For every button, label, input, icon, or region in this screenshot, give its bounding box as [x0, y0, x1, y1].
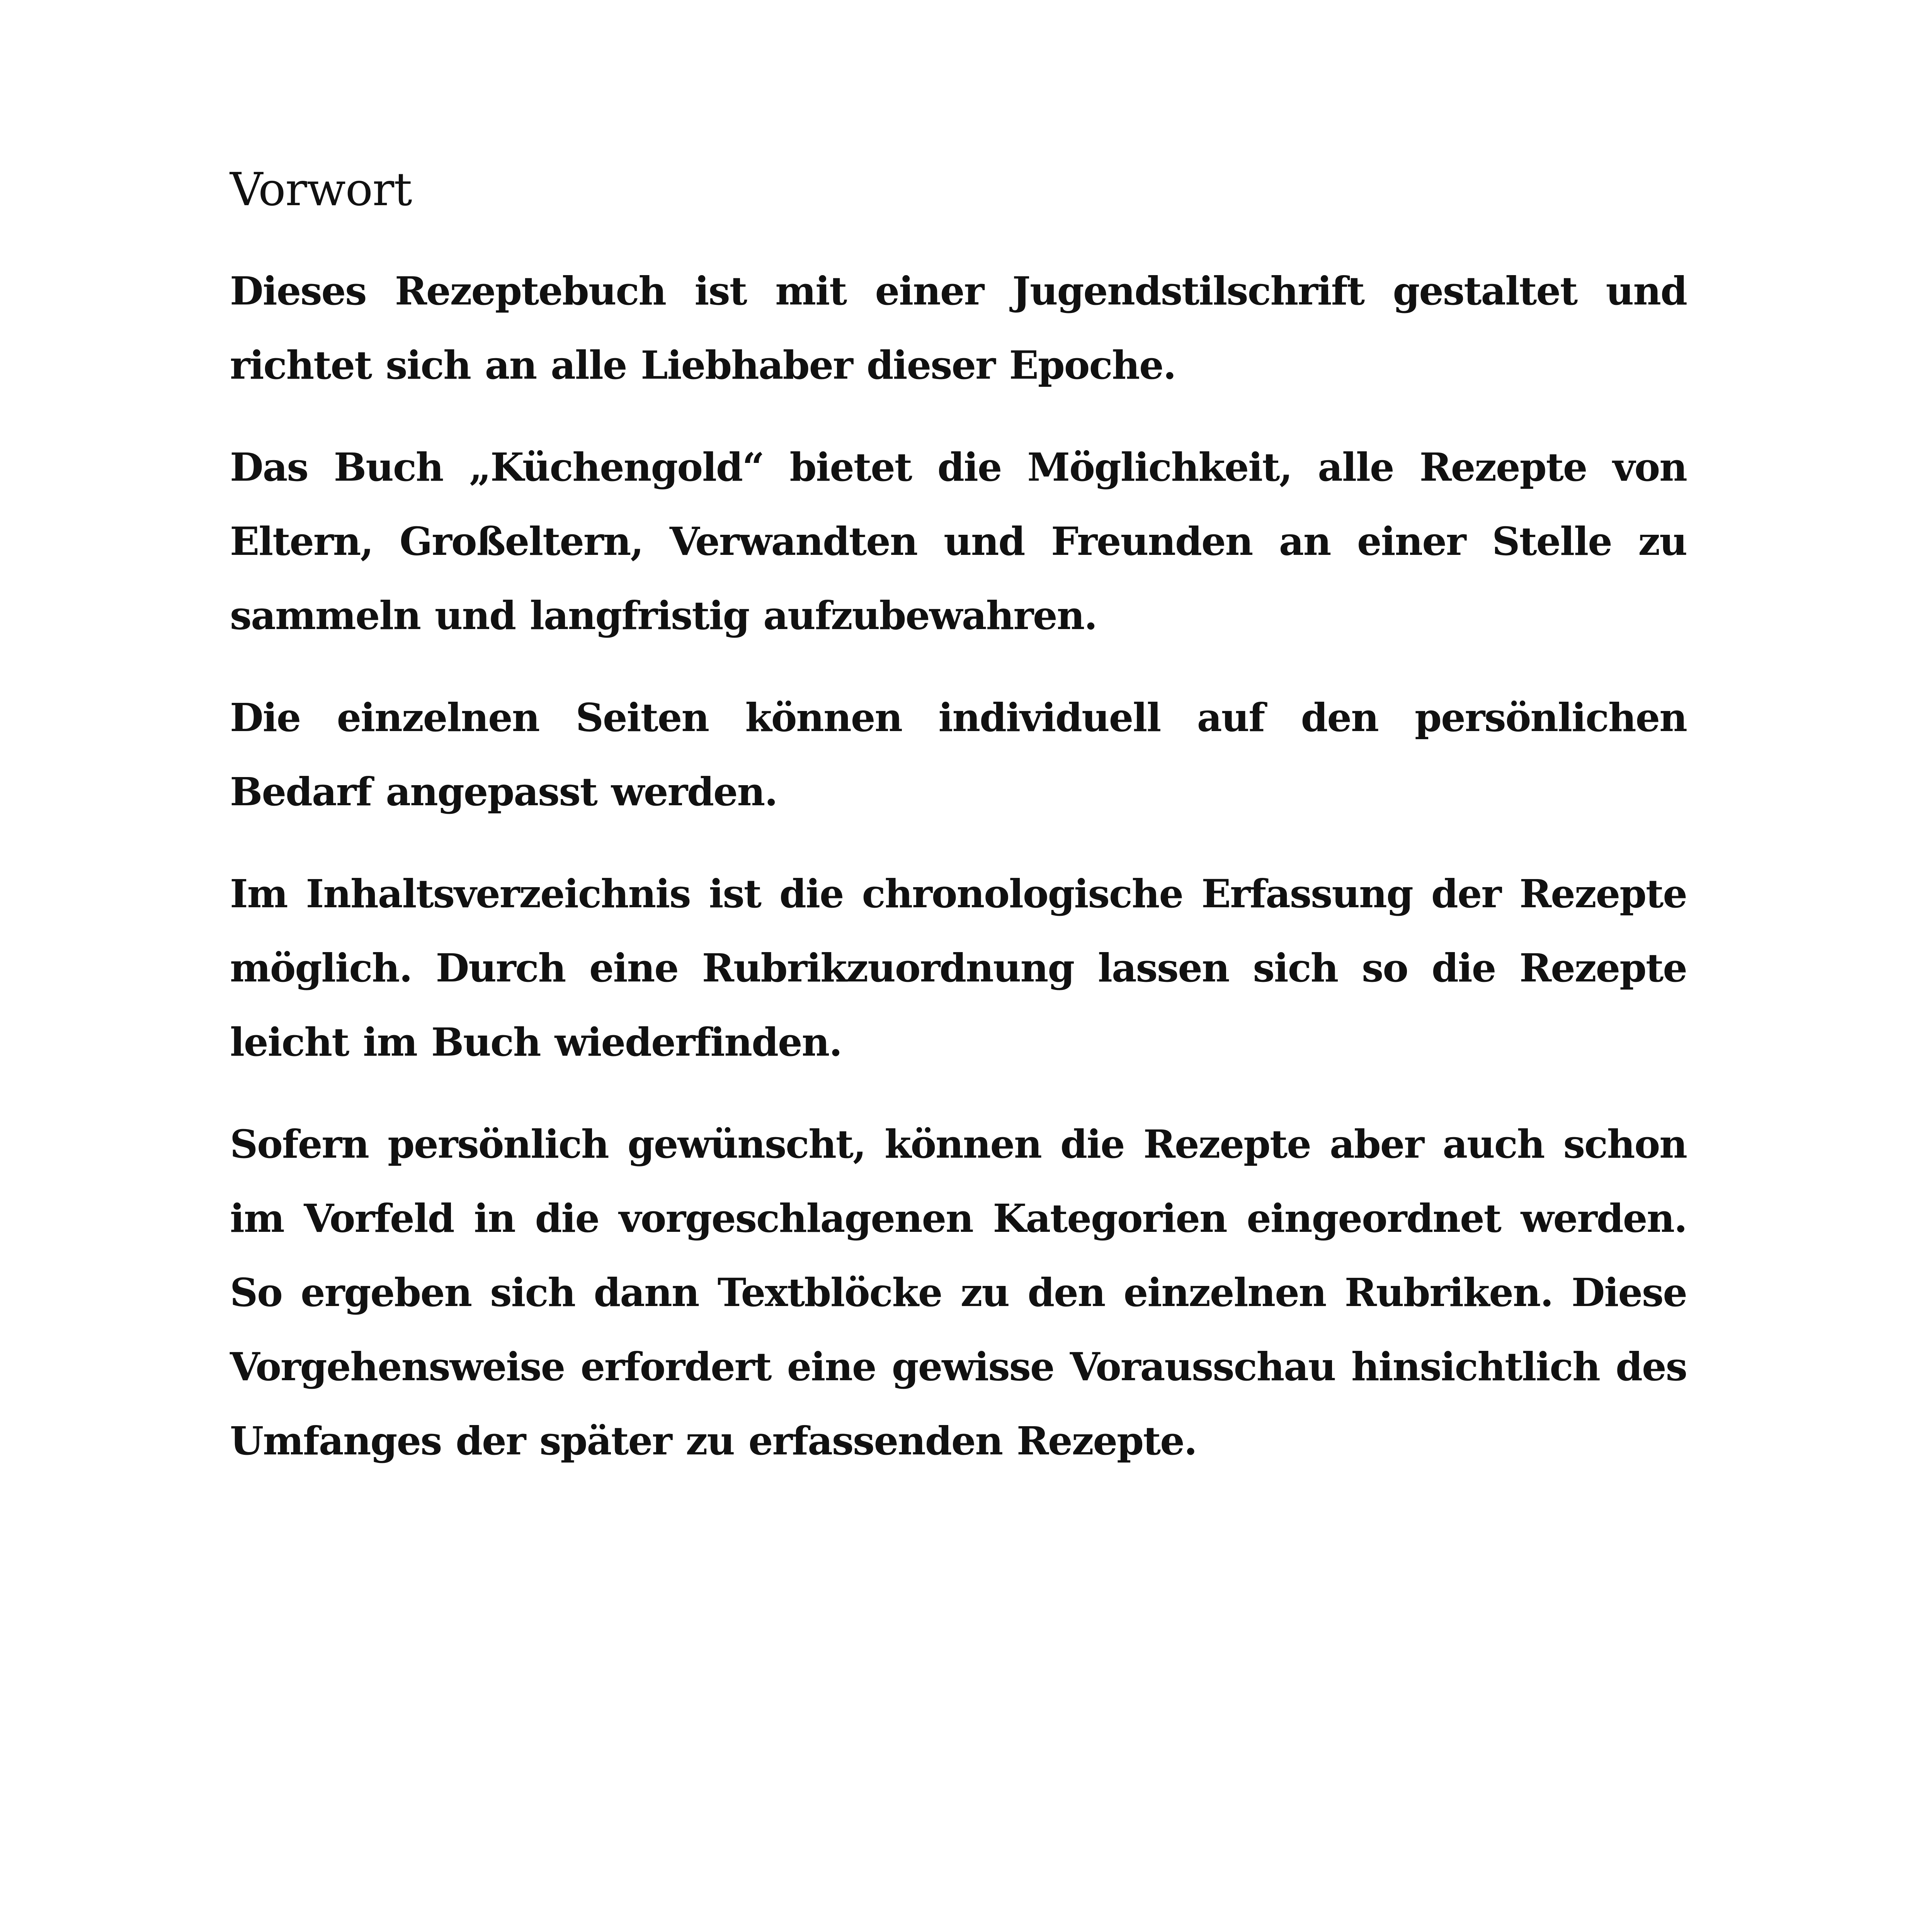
paragraph-index: Im Inhaltsverzeichnis ist die chronologische Erfassung der Rezepte möglich. Durch eine Rubrikzuordnung lassen sich so die Rezepte leicht im Buch wiederfinden.	[230, 871, 1687, 1065]
page-title: Vorwort	[230, 163, 412, 216]
paragraph-intro: Dieses Rezeptebuch ist mit einer Jugendstilschrift gestaltet und richtet sich an alle Liebhaber dieser Epoche.	[230, 268, 1687, 388]
paragraph-categories: Sofern persönlich gewünscht, können die Rezepte aber auch schon im Vorfeld in die vorgeschlagenen Kategorien eingeordnet werden. So ergeben sich dann Textblöcke zu den einzelnen Rubriken. Diese Vorgehensweise erfordert eine gewisse Vorausschau hinsichtlich des Umfanges der später zu erfassenden Rezepte.	[230, 1121, 1687, 1464]
page-content	[230, 162, 1687, 1506]
paragraph-purpose: Das Buch „Küchengold“ bietet die Möglichkeit, alle Rezepte von Eltern, Großeltern, Verwandten und Freunden an einer Stelle zu sammeln und langfristig aufzubewahren.	[230, 444, 1687, 638]
paragraph-customization: Die einzelnen Seiten können individuell auf den persönlichen Bedarf angepasst werden.	[230, 694, 1687, 815]
